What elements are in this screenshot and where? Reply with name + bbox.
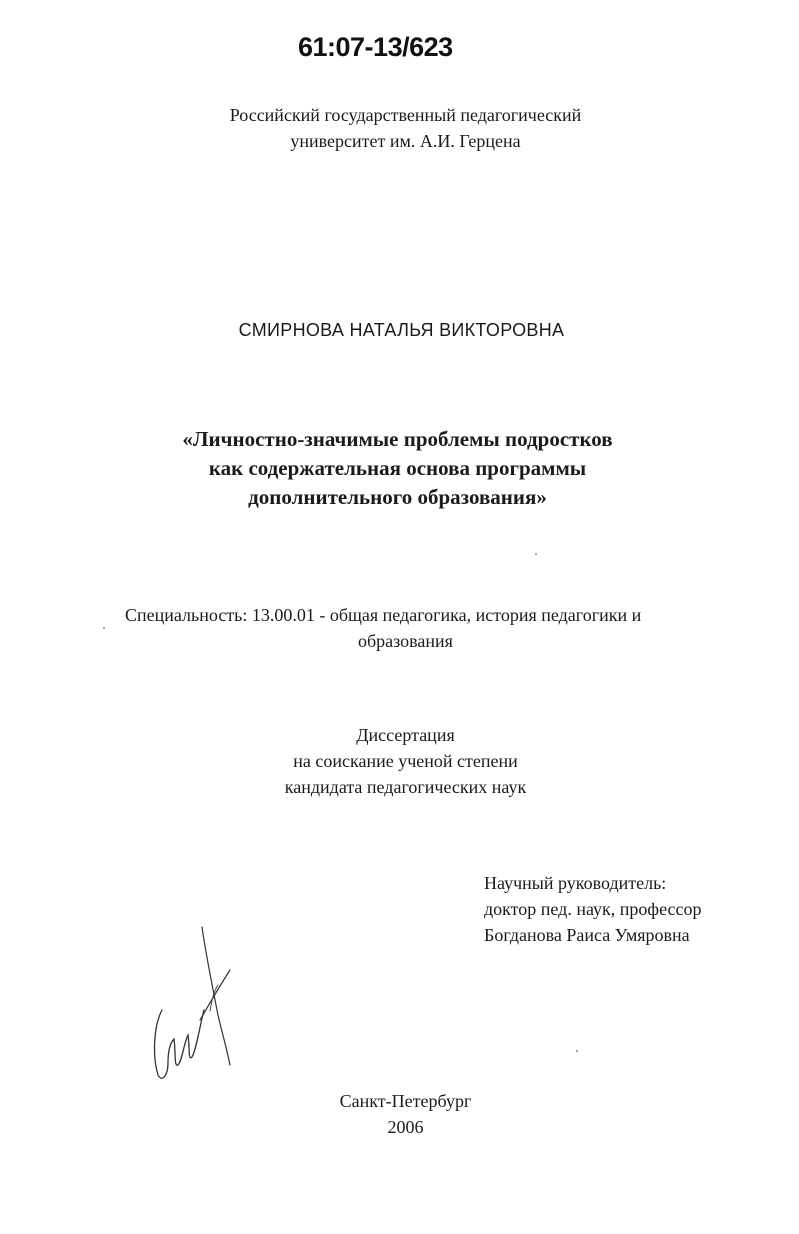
advisor-line-3: Богданова Раиса Умяровна: [484, 925, 690, 945]
university-name: [6, 102, 799, 154]
scan-speck: [103, 627, 105, 629]
title-line-1: «Личностно-значимые проблемы подростков: [182, 427, 613, 451]
year: 2006: [387, 1117, 424, 1137]
title-line-2: как содержательная основа программы: [208, 456, 587, 480]
place-and-year: [6, 1088, 799, 1140]
dissertation-title: [0, 425, 797, 512]
scan-speck: [535, 553, 537, 555]
advisor-line-2: доктор пед. наук, профессор: [484, 899, 702, 919]
dissertation-line-1: Диссертация: [356, 725, 455, 745]
title-line-3: дополнительного образования»: [248, 485, 547, 509]
scientific-advisor: [484, 870, 702, 948]
city: Санкт-Петербург: [339, 1091, 472, 1111]
advisor-line-1: Научный руководитель:: [484, 873, 667, 893]
dissertation-line-2: на соискание ученой степени: [293, 751, 518, 771]
university-line-2: университет им. А.И. Герцена: [290, 131, 521, 151]
specialty-line-2: образования: [358, 631, 453, 651]
handwritten-signature: [140, 915, 240, 1085]
author-name: СМИРНОВА НАТАЛЬЯ ВИКТОРОВНА: [238, 320, 565, 340]
scan-speck: [576, 1050, 578, 1052]
dissertation-type: [6, 722, 799, 800]
dissertation-line-3: кандидата педагогических наук: [284, 777, 527, 797]
university-line-1: Российский государственный педагогический: [229, 105, 582, 125]
catalog-stamp: 61:07-13/623: [298, 32, 453, 62]
specialty-line-1: Специальность: 13.00.01 - общая педагогика, история педагогики и: [125, 605, 642, 625]
